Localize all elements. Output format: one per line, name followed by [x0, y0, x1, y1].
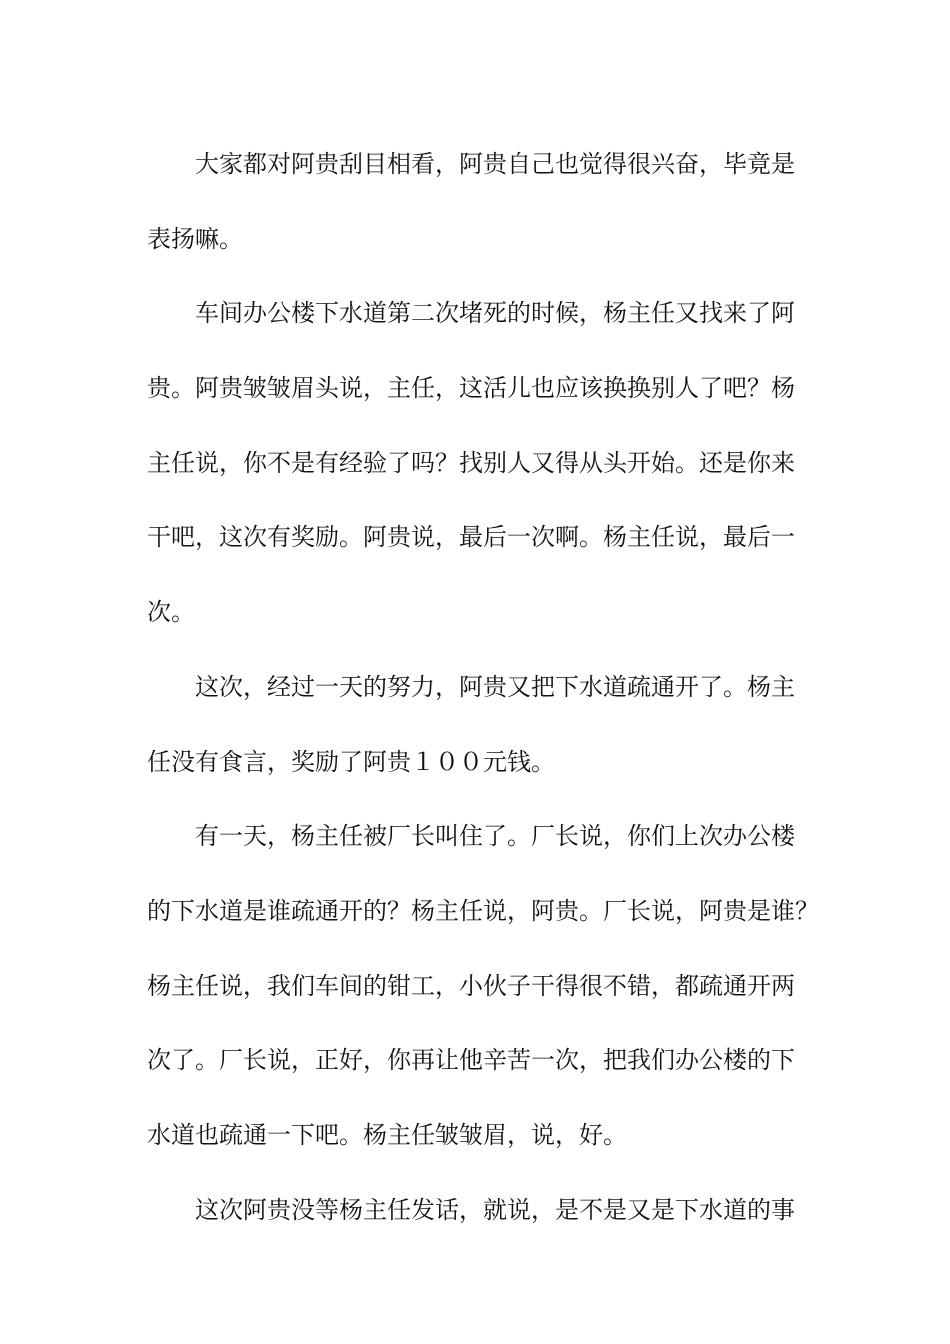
- paragraph-line: 次。: [147, 598, 195, 627]
- paragraph-line: 杨主任说，我们车间的钳工，小伙子干得很不错，都疏通开两: [147, 971, 795, 1000]
- paragraph-line: 这次，经过一天的努力，阿贵又把下水道疏通开了。杨主: [195, 672, 795, 701]
- paragraph-line: 次了。厂长说，正好，你再让他辛苦一次，把我们办公楼的下: [147, 1046, 795, 1075]
- paragraph-line: 主任说，你不是有经验了吗？找别人又得从头开始。还是你来: [147, 448, 795, 477]
- paragraph-line: 水道也疏通一下吧。杨主任皱皱眉，说，好。: [147, 1120, 627, 1149]
- paragraph-line: 大家都对阿贵刮目相看，阿贵自己也觉得很兴奋，毕竟是: [195, 150, 795, 178]
- paragraph-line: 贵。阿贵皱皱眉头说，主任，这活儿也应该换换别人了吧？杨: [147, 374, 795, 403]
- paragraph-line: 车间办公楼下水道第二次堵死的时候，杨主任又找来了阿: [195, 299, 795, 328]
- paragraph-line: 有一天，杨主任被厂长叫住了。厂长说，你们上次办公楼: [195, 822, 795, 851]
- paragraph-line: 任没有食言，奖励了阿贵１００元钱。: [147, 747, 555, 776]
- paragraph-line: 表扬嘛。: [147, 224, 243, 253]
- paragraph-line: 的下水道是谁疏通开的？杨主任说，阿贵。厂长说，阿贵是谁？: [147, 896, 819, 925]
- paragraph-line: 这次阿贵没等杨主任发话，就说，是不是又是下水道的事: [195, 1195, 795, 1224]
- paragraph-line: 干吧，这次有奖励。阿贵说，最后一次啊。杨主任说，最后一: [147, 523, 795, 552]
- body-text: [147, 127, 819, 1247]
